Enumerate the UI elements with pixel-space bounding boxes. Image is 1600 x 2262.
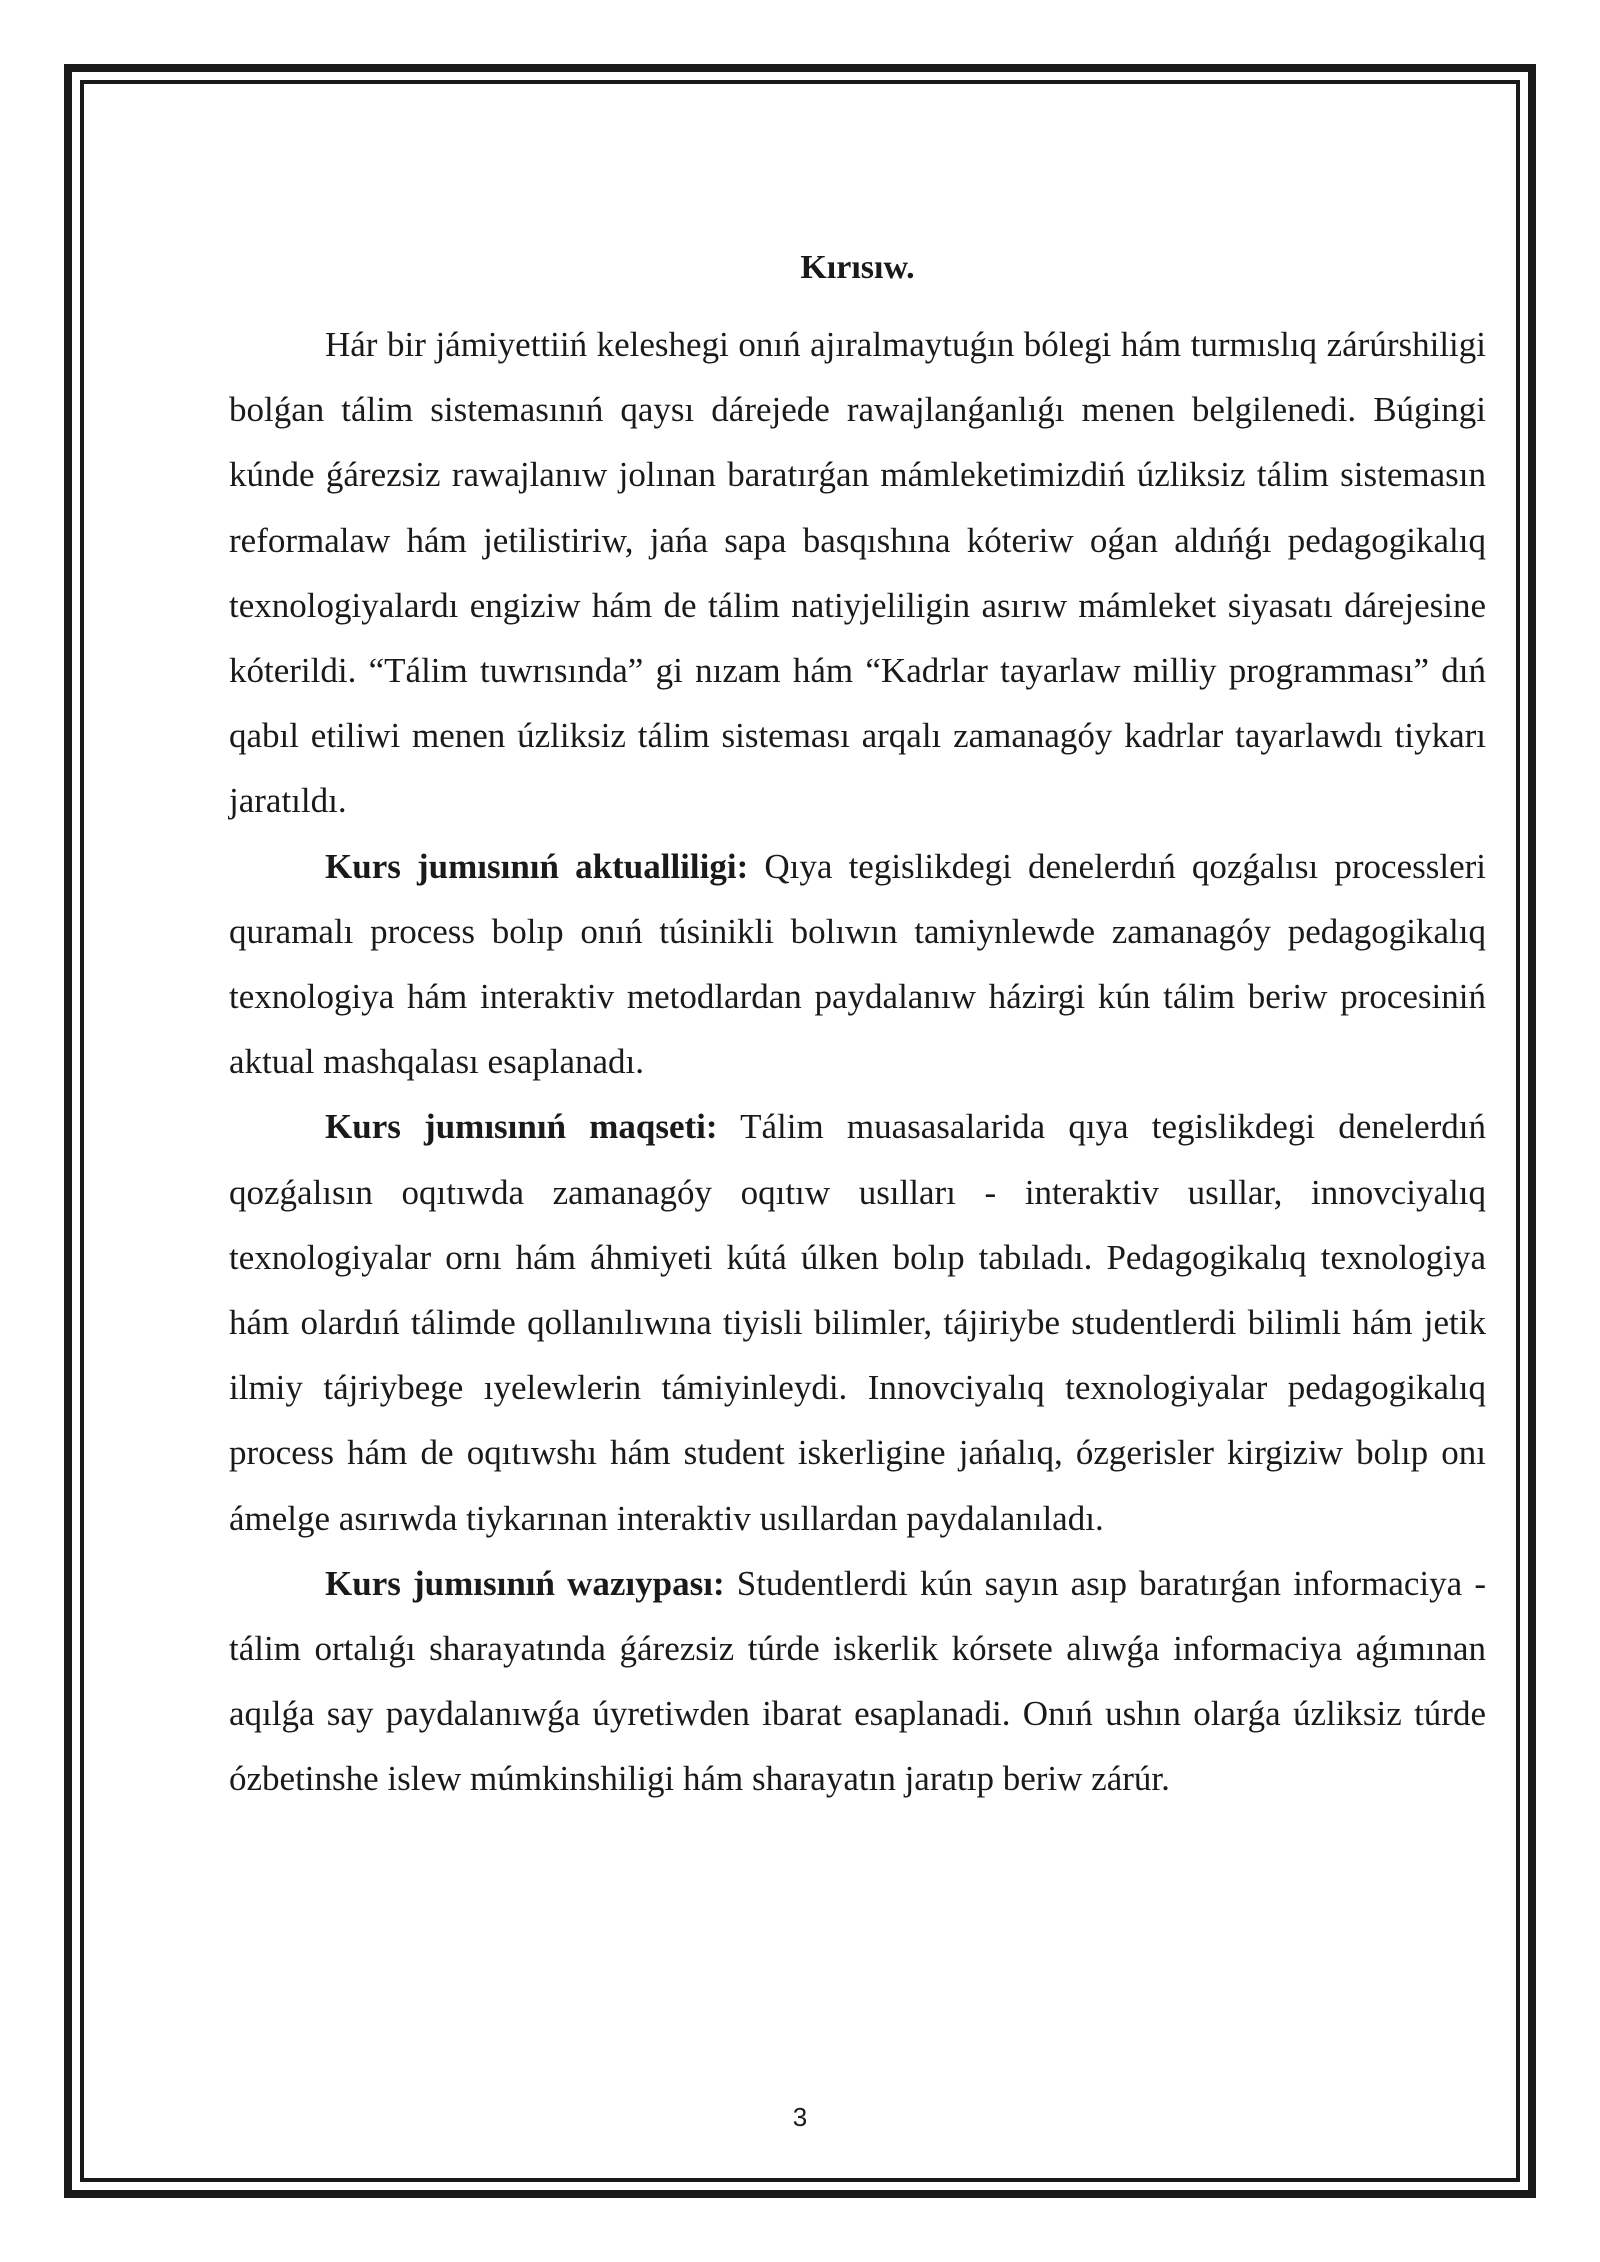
paragraph-text: Tálim muasasalarida qıya tegislikdegi denelerdıń qozǵalısın oqıtıwda zamanagóy oqıtıw usılları - interaktiv usıllar, innovciyalıq texnologiyalar ornı hám áhmiyeti kútá úlken bolıp tabıladı. Pedagogikalıq texnologiya hám olardıń tálimde qollanılıwına tiyisli bilimler, tájiriybe studentlerdi bilimli hám jetik ilmiy tájriybege ıyelewlerin támiyinleydi. Innovciyalıq texnologiyalar pedagogikalıq process hám de oqıtıwshı hám student iskerligine jańalıq, ózgerisler kirgiziw bolıp onı ámelge asırıwda tiykarınan interaktiv usıllardan paydalanıladı. xyxy=(229,1107,1486,1538)
document-body xyxy=(229,236,1486,1812)
paragraph-lead: Kurs jumısınıń maqseti: xyxy=(325,1107,718,1147)
document-title: Kırısıw. xyxy=(800,249,915,286)
paragraph-text: Studentlerdi kún sayın asıp baratırǵan informaciya -tálim ortalıǵı sharayatında ǵárezsiz túrde iskerlik kórsete alıwǵa informaciya aǵımınan aqılǵa say paydalanıwǵa úyretiwden ibarat esaplanadi. Onıń ushın olarǵa úzliksiz túrde ózbetinshe islew múmkinshiligi hám sharayatın jaratıp beriw zárúr. xyxy=(229,1563,1486,1799)
paragraph-lead: Kurs jumısınıń wazıypası: xyxy=(325,1563,725,1603)
paragraph-lead: Kurs jumısınıń aktualliligi: xyxy=(325,846,749,886)
page-number: 3 xyxy=(792,2102,808,2132)
paragraph-relevance xyxy=(229,834,1486,1095)
paragraph-goal xyxy=(229,1094,1486,1550)
paragraph-tasks xyxy=(229,1551,1486,1812)
paragraph-introduction xyxy=(229,312,1486,834)
paragraph-text: Hár bir jámiyettiiń keleshegi onıń ajıralmaytuǵın bólegi hám turmıslıq zárúrshiligi bolǵan tálim sistemasınıń qaysı dárejede rawajlanǵanlıǵı menen belgilenedi. Búgingi kúnde ǵárezsiz rawajlanıw jolınan baratırǵan mámleketimizdiń úzliksiz tálim sistemasın reformalaw hám jetilistiriw, jańa sapa basqıshına kóteriw oǵan aldıńǵı pedagogikalıq texnologiyalardı engiziw hám de tálim natiyjeliligin asırıw mámleket siyasatı dárejesine kóterildi. “Tálim tuwrısında” gi nızam hám “Kadrlar tayarlaw milliy programması” dıń qabıl etiliwi menen úzliksiz tálim sisteması arqalı zamanagóy kadrlar tayarlawdı tiykarı jaratıldı. xyxy=(229,325,1486,821)
paragraph-text: Qıya tegislikdegi denelerdıń qozǵalısı processleri quramalı process bolıp onıń túsinikli bolıwın tamiynlewde zamanagóy pedagogikalıq texnologiya hám interaktiv metodlardan paydalanıw házirgi kún tálim beriw procesiniń aktual mashqalası esaplanadı. xyxy=(229,846,1486,1082)
